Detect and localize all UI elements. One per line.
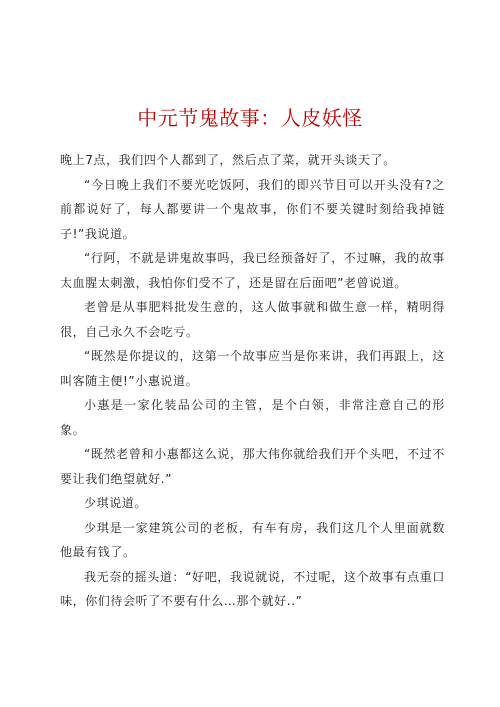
paragraph-3: “行阿，不就是讲鬼故事吗，我已经预备好了，不过嘛，我的故事太血腥太刺激，我怕你们受不了，还是留在后面吧”老曾说道。	[60, 251, 445, 290]
paragraph-6: 小惠是一家化装品公司的主管，是个白领，非常注意自己的形象。	[60, 398, 445, 437]
paragraph-5: “既然是你提议的，这第一个故事应当是你来讲，我们再跟上，这叫客随主便!”小惠说道。	[60, 349, 445, 388]
paragraph-2: “今日晚上我们不要光吃饭阿，我们的即兴节目可以开头没有?之前都说好了，每人都要讲一个鬼故事，你们不要关键时刻给我掉链子!”我说道。	[60, 177, 445, 241]
paragraph-1: 晚上7点，我们四个人都到了，然后点了菜，就开头谈天了。	[60, 153, 396, 167]
paragraph-7: “既然老曾和小惠都这么说，那大伟你就给我们开个头吧，不过不要让我们绝望就好.”	[60, 447, 445, 486]
paragraph-8: 少琪说道。	[84, 496, 148, 510]
page-title: 中元节鬼故事：人皮妖怪	[137, 106, 363, 130]
paragraph-9: 少琪是一家建筑公司的老板，有车有房，我们这几个人里面就数他最有钱了。	[60, 520, 445, 559]
story-body	[60, 148, 445, 614]
paragraph-4: 老曾是从事肥料批发生意的，这人做事就和做生意一样，精明得很，自己永久不会吃亏。	[60, 300, 445, 339]
paragraph-10: 我无奈的摇头道：“好吧，我说就说，不过呢，这个故事有点重口味，你们待会听了不要有什么…那个就好..”	[60, 569, 445, 608]
